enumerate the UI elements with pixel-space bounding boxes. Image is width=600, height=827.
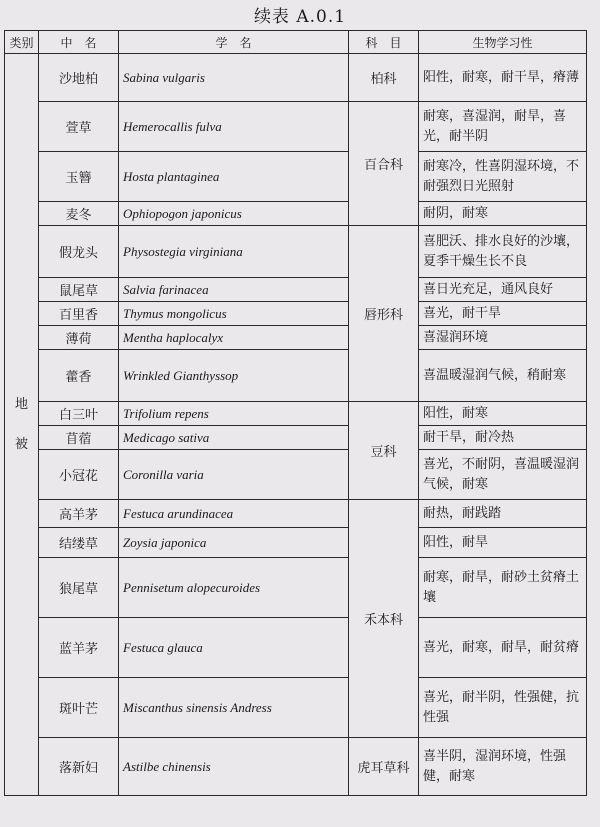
table-row: [5, 618, 587, 678]
chinese-name: 苜蓿: [39, 426, 119, 450]
chinese-name: 薄荷: [39, 326, 119, 350]
header-category: 类别: [5, 31, 39, 54]
plant-table: [4, 30, 587, 796]
scientific-name: Sabina vulgaris: [119, 54, 349, 102]
habit-cell: 喜湿润环境: [419, 326, 587, 350]
scientific-name: Miscanthus sinensis Andress: [119, 678, 349, 738]
chinese-name: 小冠花: [39, 450, 119, 500]
habit-cell: 阳性，耐寒: [419, 402, 587, 426]
scientific-name: Thymus mongolicus: [119, 302, 349, 326]
habit-cell: 阳性，耐旱: [419, 528, 587, 558]
header-chinese-name: 中 名: [39, 31, 119, 54]
chinese-name: 假龙头: [39, 226, 119, 278]
scientific-name: Hemerocallis fulva: [119, 102, 349, 152]
habit-cell: 喜肥沃、排水良好的沙壤，夏季干燥生长不良: [419, 226, 587, 278]
table-row: [5, 350, 587, 402]
scientific-name: Hosta plantaginea: [119, 152, 349, 202]
family-cell: 豆科: [349, 402, 419, 500]
table-row: [5, 678, 587, 738]
habit-cell: 耐寒，耐旱，耐砂土贫瘠土壤: [419, 558, 587, 618]
habit-cell: 喜日光充足，通风良好: [419, 278, 587, 302]
chinese-name: 麦冬: [39, 202, 119, 226]
habit-cell: 喜光，不耐阴，喜温暖湿润气候，耐寒: [419, 450, 587, 500]
header-family: 科 目: [349, 31, 419, 54]
chinese-name: 白三叶: [39, 402, 119, 426]
family-cell: 唇形科: [349, 226, 419, 402]
habit-cell: 喜光，耐半阴，性强健，抗性强: [419, 678, 587, 738]
habit-cell: 耐寒，喜湿润，耐旱，喜光，耐半阴: [419, 102, 587, 152]
chinese-name: 鼠尾草: [39, 278, 119, 302]
table-row: [5, 426, 587, 450]
table-row: [5, 528, 587, 558]
chinese-name: 蓝羊茅: [39, 618, 119, 678]
habit-cell: 阳性，耐寒，耐干旱，瘠薄: [419, 54, 587, 102]
habit-cell: 喜光，耐寒，耐旱，耐贫瘠: [419, 618, 587, 678]
scientific-name: Pennisetum alopecuroides: [119, 558, 349, 618]
chinese-name: 狼尾草: [39, 558, 119, 618]
table-row: [5, 402, 587, 426]
habit-cell: 喜光，耐干旱: [419, 302, 587, 326]
table-row: [5, 450, 587, 500]
scientific-name: Festuca glauca: [119, 618, 349, 678]
category-char: 被: [14, 436, 28, 452]
table-row: [5, 202, 587, 226]
habit-cell: 耐寒冷，性喜阴湿环境，不耐强烈日光照射: [419, 152, 587, 202]
scientific-name: Medicago sativa: [119, 426, 349, 450]
scientific-name: Zoysia japonica: [119, 528, 349, 558]
scientific-name: Astilbe chinensis: [119, 738, 349, 796]
habit-cell: 耐阴，耐寒: [419, 202, 587, 226]
scientific-name: Mentha haplocalyx: [119, 326, 349, 350]
chinese-name: 玉簪: [39, 152, 119, 202]
habit-cell: 耐热，耐践踏: [419, 500, 587, 528]
scientific-name: Wrinkled Gianthyssop: [119, 350, 349, 402]
chinese-name: 藿香: [39, 350, 119, 402]
family-cell: 百合科: [349, 102, 419, 226]
scientific-name: Festuca arundinacea: [119, 500, 349, 528]
scientific-name: Trifolium repens: [119, 402, 349, 426]
scientific-name: Salvia farinacea: [119, 278, 349, 302]
family-cell: 柏科: [349, 54, 419, 102]
table-row: [5, 102, 587, 152]
family-cell: 禾本科: [349, 500, 419, 738]
habit-cell: 喜半阴，湿润环境，性强健，耐寒: [419, 738, 587, 796]
table-row: [5, 54, 587, 102]
table-row: [5, 326, 587, 350]
chinese-name: 沙地柏: [39, 54, 119, 102]
table-row: [5, 302, 587, 326]
table-row: [5, 278, 587, 302]
table-title: 续表 A.0.1: [253, 7, 347, 27]
family-cell: 虎耳草科: [349, 738, 419, 796]
chinese-name: 斑叶芒: [39, 678, 119, 738]
chinese-name: 百里香: [39, 302, 119, 326]
chinese-name: 结缕草: [39, 528, 119, 558]
category-cell: [5, 54, 39, 796]
header-habit: 生物学习性: [419, 31, 587, 54]
chinese-name: 萱草: [39, 102, 119, 152]
header-scientific-name: 学 名: [119, 31, 349, 54]
table-row: [5, 226, 587, 278]
category-char: 地: [14, 396, 28, 412]
table-row: [5, 500, 587, 528]
table-row: [5, 558, 587, 618]
table-row: [5, 152, 587, 202]
habit-cell: 耐干旱，耐冷热: [419, 426, 587, 450]
chinese-name: 落新妇: [39, 738, 119, 796]
table-row: [5, 738, 587, 796]
scientific-name: Physostegia virginiana: [119, 226, 349, 278]
header-row: [5, 31, 587, 54]
scientific-name: Coronilla varia: [119, 450, 349, 500]
chinese-name: 高羊茅: [39, 500, 119, 528]
scientific-name: Ophiopogon japonicus: [119, 202, 349, 226]
habit-cell: 喜温暖湿润气候，稍耐寒: [419, 350, 587, 402]
